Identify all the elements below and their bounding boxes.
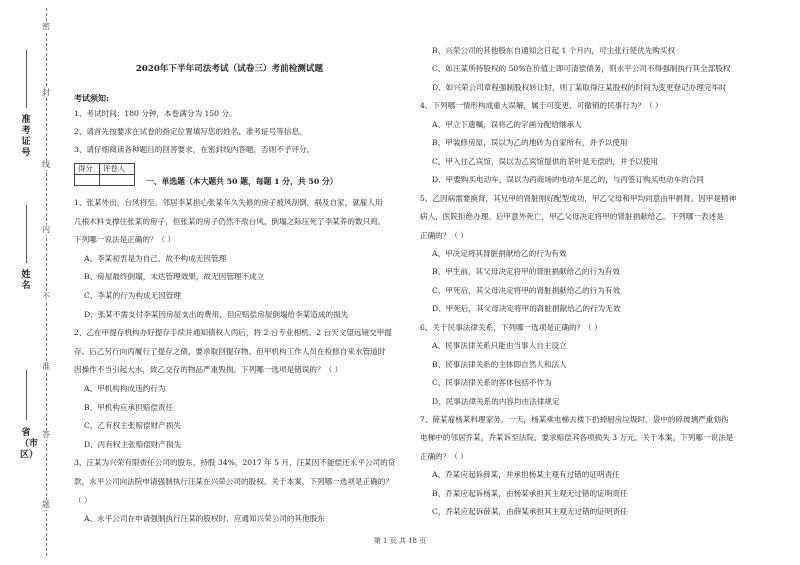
answer-option[interactable]: B、兴荣公司的其他股东自通知之日起 1 个月内，可主张行使优先购买权 <box>432 46 676 55</box>
question-line: 几根木料支撑住张某的房子，但张某的房子仍然不敌台风，倒塌之际压死了李某养的数只鸡。 <box>74 216 386 226</box>
binding-strip <box>0 0 58 565</box>
seal-char: 不 <box>39 292 53 302</box>
answer-option[interactable]: C、李某的行为构成无因管理 <box>84 291 181 300</box>
name-underline <box>26 205 27 263</box>
seal-char: 线 <box>39 160 53 170</box>
question-line: 款，永平公司向法院申请强制执行汪某在兴荣公司的股权。关于本案，下列哪一选项是正确的？ <box>74 477 393 486</box>
notice-item: 2、请首先按要求在试卷的指定位置填写您的姓名、准考证号等信息。 <box>74 127 307 136</box>
answer-option[interactable]: C、民事法律关系的客体包括不作为 <box>432 378 552 388</box>
answer-option[interactable]: B、甲机构应承担赔偿责任 <box>84 402 174 412</box>
question-line: 正确的？（ ） <box>420 230 468 240</box>
question-stem: 7、薛某雇杨某料理家务，一天，杨某乘电梯去楼下扔掉厨房垃圾时，袋中的碎玻璃严重划伤 <box>420 415 729 424</box>
question-stem: 2、乙在甲提存机构办好提存手续并通知债权人丙后，将 2 台专业相机、2 台天文望远镜交甲提 <box>74 328 392 338</box>
question-stem: 4、下列哪一情形构成重大误解，属于可变更、可撤销的民事行为？（ ） <box>420 101 663 111</box>
answer-option[interactable]: A、甲机构构成违约行为 <box>84 384 166 393</box>
answer-option[interactable]: C、甲入住乙宾馆，误以为乙宾馆提供的茶叶是无偿的，并予以使用 <box>432 156 659 166</box>
answer-option[interactable]: D、丙有权主张赔偿财产损失 <box>84 439 182 449</box>
question-stem: 5、乙因病需要换肾，其兄甲的肾脏刚好配型成功，甲乙父母和甲均同意由甲捐肾。因甲是精神 <box>420 193 737 203</box>
notice-item: 3、请仔细阅读各种题目的回答要求，在密封线内答题，否则不予评分。 <box>74 145 315 154</box>
answer-option[interactable]: A、民事法律关系只能由当事人自主设立 <box>432 341 567 351</box>
answer-option[interactable]: B、民事法律关系的主体即自然人和法人 <box>432 359 567 369</box>
page-footer: 第 1 页 共 18 页 <box>373 537 427 545</box>
grader-label: 评卷人 <box>100 164 135 175</box>
answer-option[interactable]: C、乙有权主张赔偿财产损失 <box>84 421 181 431</box>
question-line: 下列哪一说法是正确的？（ ） <box>74 235 176 245</box>
answer-option[interactable]: A、永平公司在申请强制执行汪某的股权时，应通知兴荣公司的其他股东 <box>84 514 325 524</box>
question-line: 存。后乙另行向丙履行了提存之债，要求取回提存物。但甲机构工作人员在检修自来水管道时 <box>74 346 386 356</box>
question-line: （ ） <box>74 495 92 505</box>
grader-cell[interactable] <box>100 175 135 186</box>
exam-no-label: 准考证号 <box>21 115 31 158</box>
seal-char: 题 <box>39 500 53 510</box>
notice-heading: 考试须知: <box>74 93 109 103</box>
answer-option[interactable]: D、甲要购买电动车，误以为丙商场的电动车是乙的，与丙签订购买电动车的合同 <box>432 175 704 185</box>
page-title: 2020年下半年司法考试（试卷三）考前检测试题 <box>135 64 324 74</box>
answer-option[interactable]: D、甲死后，其父母决定将甲的肾脏捐献给乙的行为无效 <box>432 304 621 314</box>
answer-option[interactable]: B、甲装修房屋，误以为乙的地砖为自家所有，并予以使用 <box>432 138 628 148</box>
seal-char: 准 <box>39 362 53 372</box>
question-stem: 6、关于民事法律关系，下列哪一选项是正确的？（ ） <box>420 322 602 332</box>
answer-option[interactable]: D、如兴荣公司章程强制股权转让时，则丁某取得汪某股权的时间为变更登记办理完毕时 <box>432 82 727 92</box>
answer-option[interactable]: D、民事法律关系的内容均由法律规定 <box>432 396 560 406</box>
question-line: 电梯中的邻居乔某，乔某诉至法院，要求赔偿其各项损失 3 万元。关于本案，下列哪一说法是 <box>420 433 734 443</box>
answer-option[interactable]: B、房屋最终倒塌，未达管理效果，故无因管理不成立 <box>84 272 265 282</box>
province-underline <box>26 370 27 420</box>
question-line: 正确的？（ ） <box>420 451 468 461</box>
answer-option[interactable]: A、李某初衷是为自己，故不构成无因管理 <box>84 253 227 263</box>
seal-char: 封 <box>39 88 53 98</box>
score-box <box>74 163 135 186</box>
answer-option[interactable]: B、乔某应起诉杨某，由杨某承担其主观无过错的证明责任 <box>432 488 628 498</box>
answer-option[interactable]: A、甲立下遗嘱，误将乙的字画分配给继承人 <box>432 119 582 129</box>
seal-char: 密 <box>39 22 53 32</box>
answer-option[interactable]: A、乔某应起诉薛某，并承担杨某主观有过错的证明责任 <box>432 470 620 480</box>
seal-char: 内 <box>39 225 53 235</box>
seal-char: 答 <box>39 430 53 440</box>
section-heading: 一、单选题（本大题共 50 题，每题 1 分，共 50 分） <box>146 177 338 186</box>
score-label: 得分 <box>75 164 100 175</box>
question-stem: 3、汪某为兴荣有限责任公司的股东，持股 34%。2017 年 5 月，汪某因不能偿还永平公司的贷 <box>74 458 396 468</box>
name-label: 姓名 <box>21 270 31 291</box>
province-label: 省（市区） <box>20 428 39 460</box>
answer-option[interactable]: A、甲决定将其肾脏捐献给乙的行为有效 <box>432 248 567 258</box>
question-line: 因操作不当引起大水，致乙交存的物品严重毁损。下列哪一选项是错误的？（ ） <box>74 365 343 375</box>
answer-option[interactable]: C、甲死后，其父母决定将甲的肾脏捐献给乙的行为有效 <box>432 285 621 295</box>
notice-item: 1、考试时间：180 分钟，本卷满分为 150 分。 <box>74 109 237 118</box>
score-cell[interactable] <box>75 175 100 186</box>
exam-no-underline <box>26 50 27 108</box>
answer-option[interactable]: C、乔某应起诉薛某，由薛某承担其主观无过错的证明责任 <box>432 507 628 517</box>
answer-option[interactable]: C、如汪某所持股权的 50%在价值上即可清偿债务，则永平公司不得强制执行其全部股权 <box>432 64 731 74</box>
question-stem: 1、张某外出，台风将至。邻居李某担心张某年久失修的房子被风刮倒，祸及自家，就雇人用 <box>74 198 383 207</box>
answer-option[interactable]: D、张某不需支付李某因房屋支出的费用，但应赔偿房屋倒塌给李某造成的损失 <box>84 309 349 319</box>
answer-option[interactable]: B、甲生前，其父母决定将甲的肾脏捐献给乙的行为有效 <box>432 267 620 277</box>
question-line: 病人，医院拒绝办理。后甲意外死亡，甲乙父母决定将甲的肾脏捐献给乙。下列哪一表述是 <box>420 212 724 222</box>
